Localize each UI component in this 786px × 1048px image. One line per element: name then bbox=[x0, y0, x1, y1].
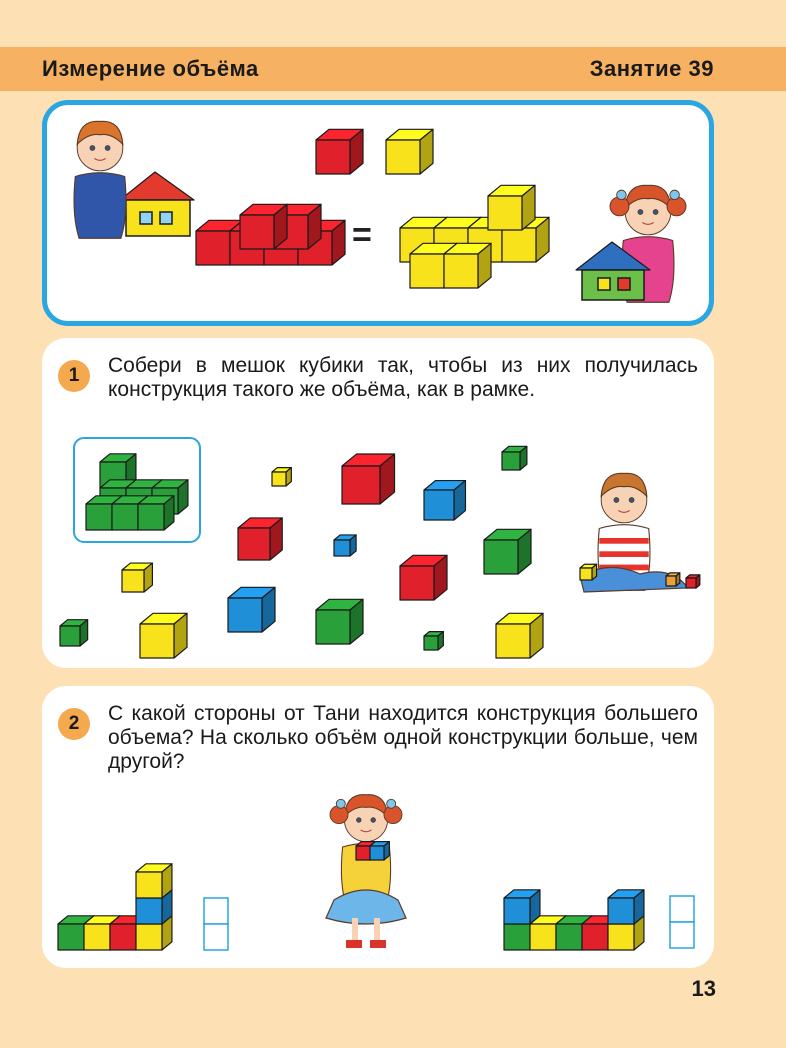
answer-box bbox=[204, 924, 228, 950]
task-2-text: С какой стороны от Тани находится конструкция большего объема? На сколько объём одной конструкции больше, чем другой? bbox=[108, 702, 698, 773]
hair-bow bbox=[336, 799, 345, 808]
cube bbox=[504, 890, 540, 924]
tanya-shoe bbox=[346, 940, 362, 948]
task-2-number-badge: 2 bbox=[58, 708, 90, 740]
task-1-number-badge: 1 bbox=[58, 360, 90, 392]
eye bbox=[357, 818, 362, 823]
eye bbox=[371, 818, 376, 823]
cube bbox=[608, 890, 644, 924]
hair-bow bbox=[387, 799, 396, 808]
task-1-text: Собери в мешок кубики так, чтобы из них получилась конструкция такого же объёма, как в рамке. bbox=[108, 354, 698, 401]
page-number: 13 bbox=[691, 976, 716, 1001]
lesson-number: Занятие 39 bbox=[589, 56, 714, 81]
equals-sign: = bbox=[352, 216, 372, 254]
tanya-dress bbox=[326, 890, 406, 924]
tanya-shoe bbox=[370, 940, 386, 948]
cube bbox=[136, 864, 172, 898]
page-title: Измерение объёма bbox=[42, 56, 259, 81]
answer-box bbox=[670, 922, 694, 948]
answer-box bbox=[204, 898, 228, 924]
answer-box bbox=[670, 896, 694, 922]
cube bbox=[370, 842, 389, 860]
